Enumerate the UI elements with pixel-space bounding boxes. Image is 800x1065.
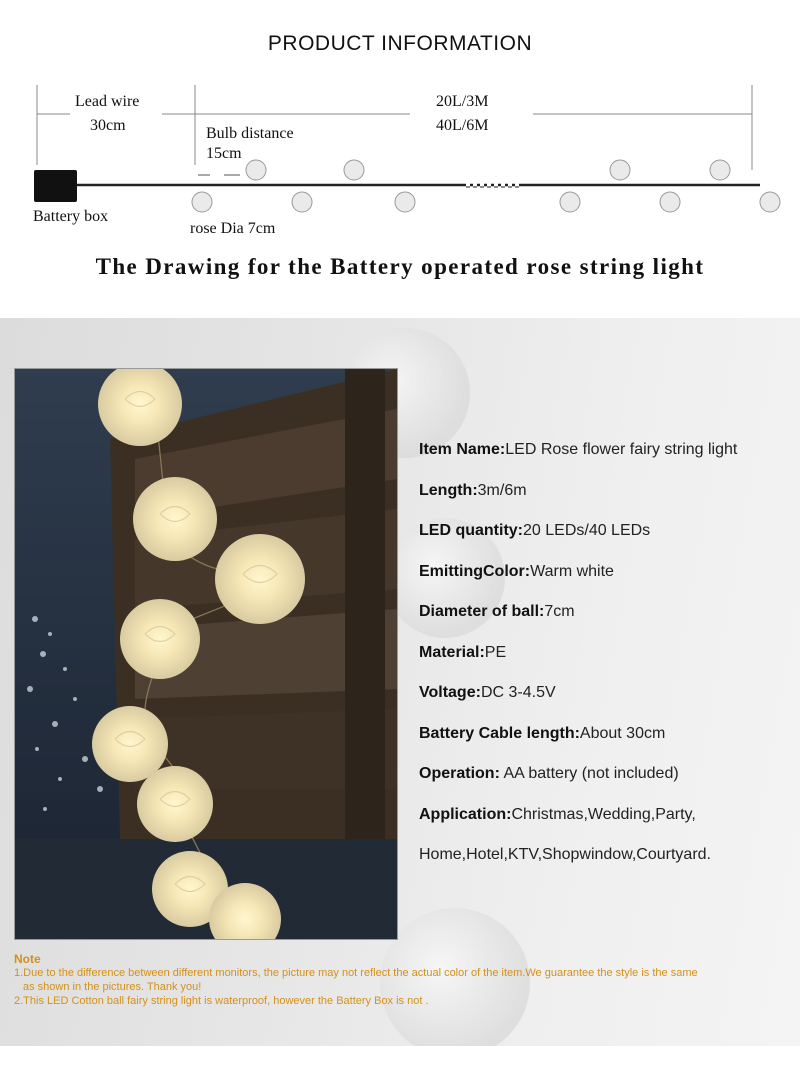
battery-box-shape <box>34 170 77 202</box>
rose-bulb-glowing <box>133 477 217 561</box>
rose-bulb-glowing <box>137 766 213 842</box>
rose-bulb <box>660 192 680 212</box>
rose-bulb <box>760 192 780 212</box>
spec-voltage: Voltage:DC 3-4.5V <box>419 684 556 701</box>
rose-bulb <box>395 192 415 212</box>
rose-bulb <box>192 192 212 212</box>
spec-operation: Operation: AA battery (not included) <box>419 765 679 782</box>
spec-led-quantity: LED quantity:20 LEDs/40 LEDs <box>419 522 651 539</box>
spec-item-name: Item Name:LED Rose flower fairy string light <box>419 441 738 458</box>
product-photo <box>14 368 398 940</box>
bulb-distance-value: 15cm <box>206 145 242 162</box>
drawing-caption: The Drawing for the Battery operated rose string light <box>95 254 705 279</box>
note-title: Note <box>14 952 41 966</box>
spec-diameter: Diameter of ball:7cm <box>419 603 575 620</box>
note-line-1: 1.Due to the difference between different monitors, the picture may not reflect the actual color of the item.We guarantee the style is the same <box>14 967 698 979</box>
lead-wire-label: Lead wire <box>75 93 140 110</box>
note-block <box>14 952 790 1008</box>
battery-box-label: Battery box <box>33 208 109 225</box>
specification-list <box>419 430 789 876</box>
spec-application: Application:Christmas,Wedding,Party, Home,Hotel,KTV,Shopwindow,Courtyard. <box>419 805 711 863</box>
rose-bulb-glowing <box>120 599 200 679</box>
spec-battery-cable-length: Battery Cable length:About 30cm <box>419 724 666 742</box>
rose-bulb <box>710 160 730 180</box>
rose-bulb <box>292 192 312 212</box>
page-footer-margin <box>0 1046 800 1065</box>
note-line-1-continued: as shown in the pictures. Thank you! <box>23 981 202 993</box>
rose-bulb <box>344 160 364 180</box>
rose-bulb <box>246 160 266 180</box>
string-length-20l: 20L/3M <box>436 93 489 110</box>
product-details-section <box>0 318 800 1046</box>
rose-diameter-label: rose Dia 7cm <box>190 220 276 237</box>
rose-bulb-glowing <box>92 706 168 782</box>
string-length-40l: 40L/6M <box>436 117 489 134</box>
rose-bulb-glowing <box>215 534 305 624</box>
rose-light-photo-illustration <box>15 369 397 939</box>
note-line-2: 2.This LED Cotton ball fairy string light is waterproof, however the Battery Box is not . <box>14 995 429 1007</box>
bulb-distance-label: Bulb distance <box>206 125 294 142</box>
spec-length: Length:3m/6m <box>419 481 527 499</box>
page-title: PRODUCT INFORMATION <box>267 32 533 55</box>
rose-bulb <box>610 160 630 180</box>
rose-bulb <box>560 192 580 212</box>
spec-emitting-color: EmittingColor:Warm white <box>419 562 614 580</box>
lead-wire-length: 30cm <box>90 117 126 134</box>
drawing-section <box>0 0 800 318</box>
spec-material: Material:PE <box>419 643 507 661</box>
